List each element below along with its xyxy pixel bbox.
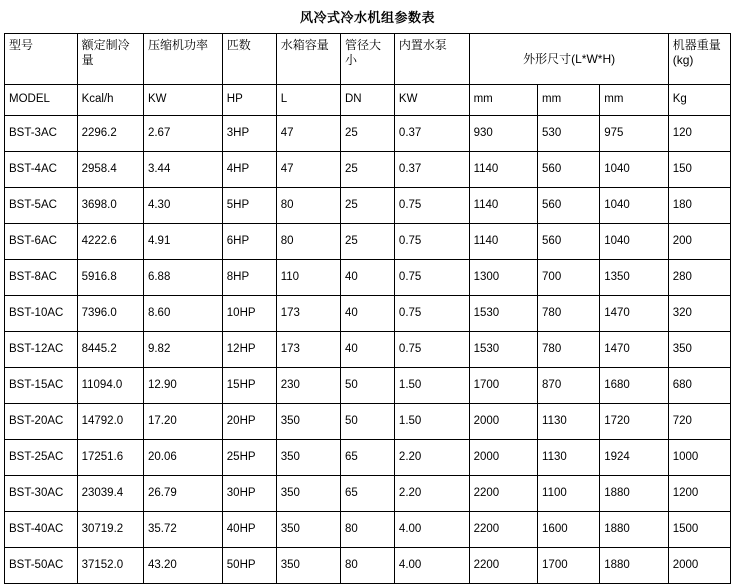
table-row <box>5 512 731 548</box>
cell-capacity: 4222.6 <box>77 224 143 260</box>
cell-capacity: 30719.2 <box>77 512 143 548</box>
cell-pipe: 25 <box>341 224 395 260</box>
cell-height: 1350 <box>600 260 668 296</box>
cell-width: 1130 <box>538 440 600 476</box>
header-capacity: 额定制冷量 <box>77 34 143 85</box>
unit-capacity: Kcal/h <box>77 85 143 116</box>
cell-tank: 350 <box>276 476 340 512</box>
cell-pump: 0.75 <box>394 188 469 224</box>
table-row <box>5 404 731 440</box>
unit-power: KW <box>143 85 222 116</box>
cell-weight: 1500 <box>668 512 730 548</box>
cell-hp: 20HP <box>222 404 276 440</box>
cell-pipe: 40 <box>341 296 395 332</box>
header-weight: 机器重量(kg) <box>668 34 730 85</box>
cell-tank: 80 <box>276 224 340 260</box>
cell-capacity: 37152.0 <box>77 548 143 584</box>
cell-pipe: 80 <box>341 548 395 584</box>
cell-hp: 15HP <box>222 368 276 404</box>
cell-hp: 40HP <box>222 512 276 548</box>
cell-model: BST-25AC <box>5 440 78 476</box>
cell-width: 530 <box>538 116 600 152</box>
cell-capacity: 8445.2 <box>77 332 143 368</box>
cell-capacity: 17251.6 <box>77 440 143 476</box>
cell-pump: 0.37 <box>394 116 469 152</box>
cell-weight: 1000 <box>668 440 730 476</box>
cell-capacity: 2296.2 <box>77 116 143 152</box>
cell-width: 560 <box>538 224 600 260</box>
cell-height: 1880 <box>600 512 668 548</box>
cell-height: 975 <box>600 116 668 152</box>
cell-model: BST-3AC <box>5 116 78 152</box>
cell-tank: 47 <box>276 152 340 188</box>
cell-power: 6.88 <box>143 260 222 296</box>
cell-width: 870 <box>538 368 600 404</box>
cell-weight: 150 <box>668 152 730 188</box>
header-row-chinese <box>5 34 731 85</box>
cell-weight: 1200 <box>668 476 730 512</box>
cell-model: BST-12AC <box>5 332 78 368</box>
cell-height: 1880 <box>600 548 668 584</box>
cell-pump: 0.75 <box>394 260 469 296</box>
cell-pump: 2.20 <box>394 440 469 476</box>
cell-weight: 720 <box>668 404 730 440</box>
cell-width: 780 <box>538 296 600 332</box>
cell-tank: 80 <box>276 188 340 224</box>
cell-pump: 1.50 <box>394 404 469 440</box>
cell-weight: 120 <box>668 116 730 152</box>
cell-model: BST-5AC <box>5 188 78 224</box>
cell-tank: 173 <box>276 296 340 332</box>
cell-model: BST-8AC <box>5 260 78 296</box>
cell-weight: 680 <box>668 368 730 404</box>
table-row <box>5 296 731 332</box>
cell-pump: 4.00 <box>394 512 469 548</box>
unit-tank: L <box>276 85 340 116</box>
cell-power: 4.91 <box>143 224 222 260</box>
cell-model: BST-15AC <box>5 368 78 404</box>
table-row <box>5 224 731 260</box>
cell-pipe: 25 <box>341 188 395 224</box>
cell-length: 1140 <box>469 224 537 260</box>
cell-length: 2200 <box>469 476 537 512</box>
header-pump: 内置水泵 <box>394 34 469 85</box>
cell-pump: 0.75 <box>394 332 469 368</box>
cell-height: 1924 <box>600 440 668 476</box>
unit-pipe: DN <box>341 85 395 116</box>
cell-hp: 8HP <box>222 260 276 296</box>
cell-weight: 280 <box>668 260 730 296</box>
cell-tank: 350 <box>276 404 340 440</box>
cell-pump: 0.75 <box>394 224 469 260</box>
cell-length: 1530 <box>469 296 537 332</box>
cell-capacity: 5916.8 <box>77 260 143 296</box>
cell-model: BST-40AC <box>5 512 78 548</box>
table-row <box>5 332 731 368</box>
table-row <box>5 188 731 224</box>
cell-height: 1680 <box>600 368 668 404</box>
table-row <box>5 368 731 404</box>
cell-pipe: 65 <box>341 476 395 512</box>
cell-tank: 350 <box>276 512 340 548</box>
table-row <box>5 440 731 476</box>
cell-model: BST-20AC <box>5 404 78 440</box>
header-power: 压缩机功率 <box>143 34 222 85</box>
cell-tank-selected[interactable]: 350 <box>276 548 340 584</box>
cell-width: 560 <box>538 152 600 188</box>
cell-weight: 200 <box>668 224 730 260</box>
cell-capacity: 7396.0 <box>77 296 143 332</box>
cell-model: BST-6AC <box>5 224 78 260</box>
cell-pipe: 25 <box>341 152 395 188</box>
cell-weight: 2000 <box>668 548 730 584</box>
cell-width: 780 <box>538 332 600 368</box>
cell-length: 2000 <box>469 404 537 440</box>
cell-length: 2200 <box>469 548 537 584</box>
cell-hp: 5HP <box>222 188 276 224</box>
cell-model: BST-50AC <box>5 548 78 584</box>
cell-width: 1100 <box>538 476 600 512</box>
cell-power: 20.06 <box>143 440 222 476</box>
cell-length: 930 <box>469 116 537 152</box>
cell-length: 1300 <box>469 260 537 296</box>
header-hp: 匹数 <box>222 34 276 85</box>
header-pipe: 管径大小 <box>341 34 395 85</box>
cell-tank: 230 <box>276 368 340 404</box>
cell-width: 1130 <box>538 404 600 440</box>
unit-dim-l: mm <box>469 85 537 116</box>
cell-power: 4.30 <box>143 188 222 224</box>
cell-pipe: 50 <box>341 404 395 440</box>
table-row <box>5 116 731 152</box>
cell-power: 12.90 <box>143 368 222 404</box>
cell-width: 1600 <box>538 512 600 548</box>
unit-dim-w: mm <box>538 85 600 116</box>
cell-hp: 3HP <box>222 116 276 152</box>
cell-height: 1470 <box>600 332 668 368</box>
cell-weight: 320 <box>668 296 730 332</box>
cell-tank: 110 <box>276 260 340 296</box>
cell-model: BST-30AC <box>5 476 78 512</box>
page-title: 风冷式冷水机组参数表 <box>299 10 435 25</box>
unit-pump: KW <box>394 85 469 116</box>
cell-capacity: 14792.0 <box>77 404 143 440</box>
cell-hp: 50HP <box>222 548 276 584</box>
cell-pump: 1.50 <box>394 368 469 404</box>
cell-height: 1040 <box>600 152 668 188</box>
cell-pipe: 25 <box>341 116 395 152</box>
cell-length: 1140 <box>469 152 537 188</box>
cell-length: 2200 <box>469 512 537 548</box>
cell-hp: 30HP <box>222 476 276 512</box>
cell-pump: 0.75 <box>394 296 469 332</box>
cell-power: 9.82 <box>143 332 222 368</box>
table-row <box>5 260 731 296</box>
cell-height: 1470 <box>600 296 668 332</box>
cell-hp: 25HP <box>222 440 276 476</box>
cell-pump: 0.37 <box>394 152 469 188</box>
cell-tank: 47 <box>276 116 340 152</box>
cell-hp: 12HP <box>222 332 276 368</box>
cell-hp: 4HP <box>222 152 276 188</box>
cell-weight: 180 <box>668 188 730 224</box>
cell-hp: 6HP <box>222 224 276 260</box>
cell-capacity: 11094.0 <box>77 368 143 404</box>
cell-power: 43.20 <box>143 548 222 584</box>
unit-weight: Kg <box>668 85 730 116</box>
table-row <box>5 548 731 584</box>
cell-pipe: 65 <box>341 440 395 476</box>
cell-tank: 173 <box>276 332 340 368</box>
cell-height: 1880 <box>600 476 668 512</box>
cell-height: 1720 <box>600 404 668 440</box>
cell-weight: 350 <box>668 332 730 368</box>
table-body <box>5 34 731 584</box>
cell-pipe: 40 <box>341 332 395 368</box>
cell-height: 1040 <box>600 224 668 260</box>
cell-power: 17.20 <box>143 404 222 440</box>
cell-pipe: 50 <box>341 368 395 404</box>
cell-power: 3.44 <box>143 152 222 188</box>
cell-width: 700 <box>538 260 600 296</box>
header-model: 型号 <box>5 34 78 85</box>
cell-pipe: 80 <box>341 512 395 548</box>
cell-hp: 10HP <box>222 296 276 332</box>
cell-power: 35.72 <box>143 512 222 548</box>
unit-dim-h: mm <box>600 85 668 116</box>
cell-capacity: 3698.0 <box>77 188 143 224</box>
header-tank: 水箱容量 <box>276 34 340 85</box>
cell-tank: 350 <box>276 440 340 476</box>
cell-height: 1040 <box>600 188 668 224</box>
cell-length: 1530 <box>469 332 537 368</box>
cell-capacity: 2958.4 <box>77 152 143 188</box>
specifications-table <box>4 33 731 584</box>
cell-power: 2.67 <box>143 116 222 152</box>
cell-length: 1140 <box>469 188 537 224</box>
cell-capacity: 23039.4 <box>77 476 143 512</box>
table-row <box>5 476 731 512</box>
header-row-units <box>5 85 731 116</box>
unit-model: MODEL <box>5 85 78 116</box>
unit-hp: HP <box>222 85 276 116</box>
cell-length: 2000 <box>469 440 537 476</box>
cell-width: 1700 <box>538 548 600 584</box>
cell-width: 560 <box>538 188 600 224</box>
cell-model: BST-4AC <box>5 152 78 188</box>
cell-length: 1700 <box>469 368 537 404</box>
cell-pump: 2.20 <box>394 476 469 512</box>
cell-pump: 4.00 <box>394 548 469 584</box>
table-row <box>5 152 731 188</box>
cell-pipe: 40 <box>341 260 395 296</box>
header-dimensions: 外形尺寸(L*W*H) <box>469 34 668 85</box>
cell-model: BST-10AC <box>5 296 78 332</box>
cell-power: 8.60 <box>143 296 222 332</box>
cell-power: 26.79 <box>143 476 222 512</box>
